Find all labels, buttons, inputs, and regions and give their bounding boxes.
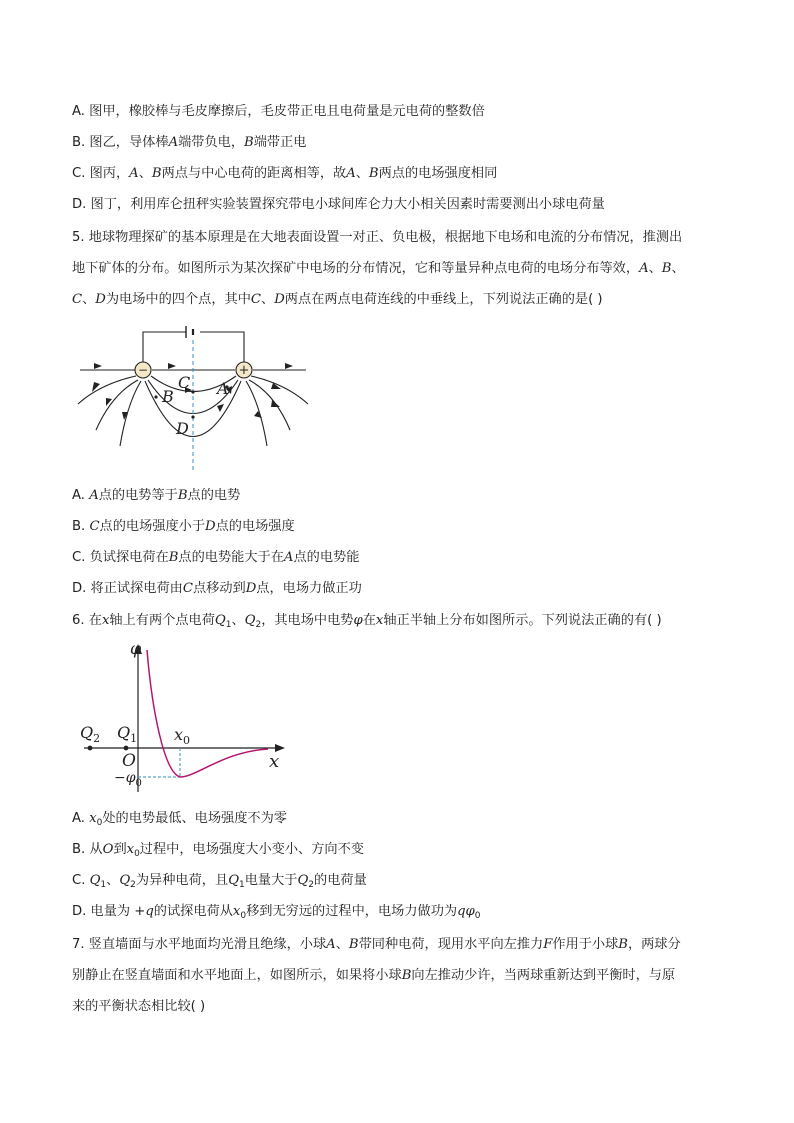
- q7-stem-line1: 7. 竖直墙面与水平地面均光滑且绝缘，小球A、B带同种电荷，现用水平向左推力F作用于小球B，两球分: [72, 937, 681, 952]
- label-d: D: [176, 419, 189, 438]
- charge-q2-dot: [88, 746, 93, 751]
- label-b: B: [162, 387, 174, 406]
- q4-option-c: C. 图丙，A、B两点与中心电荷的距离相等，故A、B两点的电场强度相同: [72, 166, 498, 181]
- neg-phi0-label: $-\varphi_0$: [114, 770, 142, 789]
- label-a: A: [217, 379, 229, 398]
- q5-option-a: A. A点的电势等于B点的电势: [72, 488, 241, 503]
- q6-potential-graph: [72, 640, 292, 800]
- q5-stem-line3: C、D为电场中的四个点，其中C、D两点在两点电荷连线的中垂线上，下列说法正确的是( ): [72, 292, 603, 307]
- q1-label: $Q_1$: [117, 723, 138, 745]
- q5-option-c: C. 负试探电荷在B点的电势能大于在A点的电势能: [72, 550, 360, 565]
- q5-option-b: B. C点的电场强度小于D点的电场强度: [72, 519, 295, 534]
- q6-option-b: B. 从O到$x_0$过程中，电场强度大小变小、方向不变: [72, 842, 364, 859]
- q6-option-d: D. 电量为 +q的试探电荷从$x_0$移到无穷远的过程中，电场力做功为$q\varphi_0$: [72, 904, 481, 921]
- q4-option-a: A. 图甲，橡胶棒与毛皮摩擦后，毛皮带正电且电荷量是元电荷的整数倍: [72, 104, 485, 119]
- potential-curve: [147, 650, 268, 777]
- q2-label: $Q_2$: [80, 723, 101, 745]
- q5-stem-line2: 地下矿体的分布。如图所示为某次探矿中电场的分布情况，它和等量异种点电荷的电场分布等效，A、B、: [72, 261, 685, 276]
- charge-q1-dot: [124, 746, 129, 751]
- q7-stem-line3: 来的平衡状态相比较( ): [72, 999, 206, 1014]
- svg-text:−: −: [137, 363, 149, 377]
- q4-option-d: D. 图丁，利用库仑扭秤实验装置探究带电小球间库仑力大小相关因素时需要测出小球电荷量: [72, 197, 605, 212]
- svg-text:+: +: [238, 363, 250, 378]
- label-c: C: [178, 373, 191, 392]
- q5-field-figure: [72, 322, 312, 477]
- x0-label: $x_0$: [174, 725, 191, 747]
- q6-option-a: A. $x_0$处的电势最低、电场强度不为零: [72, 811, 287, 828]
- q6-option-c: C. $Q_1$、$Q_2$为异种电荷，且$Q_1$电量大于$Q_2$的电荷量: [72, 873, 367, 890]
- q4-option-b: B. 图乙，导体棒A端带负电，B端带正电: [72, 135, 307, 150]
- phi-axis-label: φ: [130, 640, 142, 658]
- q5-stem-line1: 5. 地球物理探矿的基本原理是在大地表面设置一对正、负电极，根据地下电场和电流的分布情况，推测出: [72, 230, 683, 245]
- q5-option-d: D. 将正试探电荷由C点移动到D点，电场力做正功: [72, 581, 362, 596]
- origin-label: O: [122, 751, 136, 771]
- q7-stem-line2: 别静止在竖直墙面和水平地面上，如图所示，如果将小球B向左推动少许，当两球重新达到平衡时，与原: [72, 968, 676, 983]
- positive-electrode: [236, 362, 252, 378]
- q6-stem: 6. 在x轴上有两个点电荷$Q_1$、$Q_2$，其电场中电势φ在x轴正半轴上分布如图所示。下列说法正确的有( ): [72, 613, 662, 630]
- negative-electrode: [135, 362, 151, 378]
- x-axis-label: x: [269, 751, 280, 772]
